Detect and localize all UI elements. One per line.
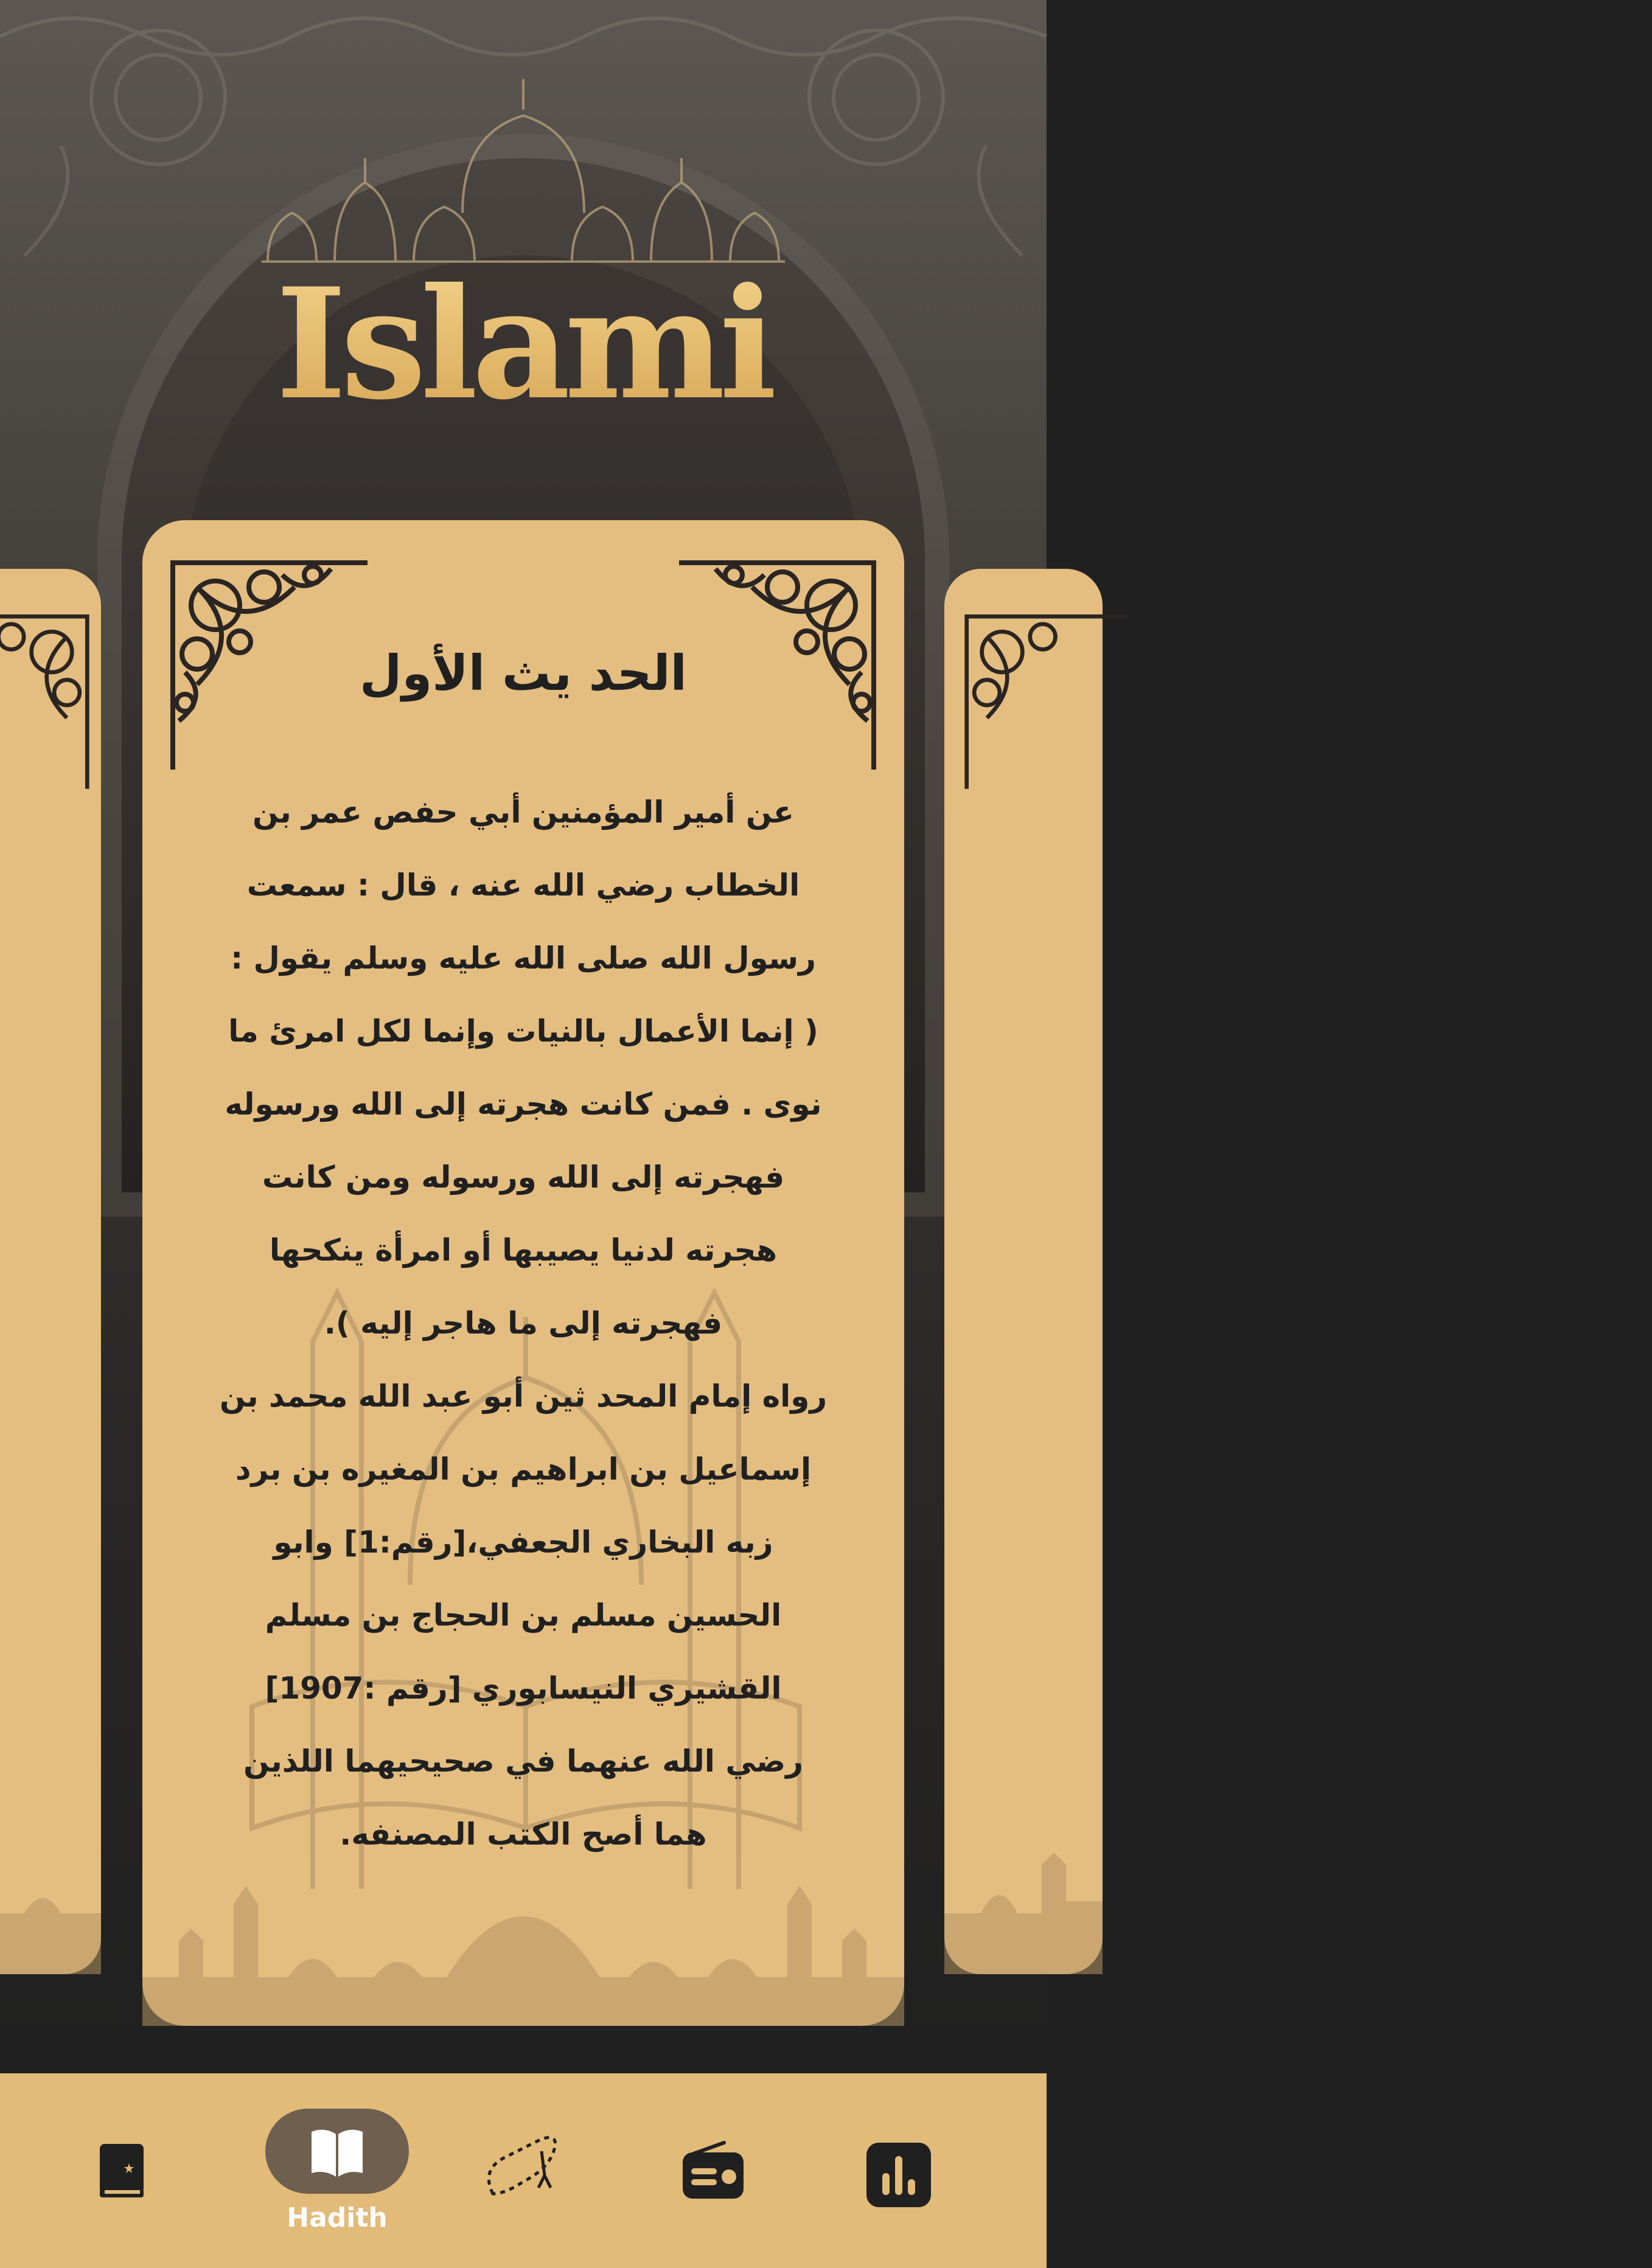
tasbeeh-beads-icon: [481, 2133, 566, 2206]
nav-item-quran[interactable]: [97, 2141, 146, 2200]
hadith-text: عن أمير المؤمنين أبي حفص عمر بن الخطاب رضي الله عنه ، قال : سمعت رسول الله صلى الله عليه وسلم يقول : ( إنما الأعمال بالنيات وإنما لكل امرئ ما نوى . فمن كانت هجرته إلى الله ورسوله فهجرته إلى الله ورسوله ومن كانت هجرته لدنيا يصيبها أو امرأة ينكحها فهجرته إلى ما هاجر إليه ). رواه إمام المحد ثين أبو عبد الله محمد بن إسماعيل بن ابراهيم بن المغيره بن برد زبه البخاري الجعفي،[رقم:1] وابو الحسين مسلم بن الحجاج بن مسلم القشيري النيسابوري [رقم :1907] رضي الله عنهما في صحيحيهما اللذين هما أصح الكتب المصنفه.: [219, 795, 828, 1852]
app-logo-text: Islami: [243, 268, 803, 420]
nav-label-hadith: Hadith: [287, 2202, 388, 2233]
next-hadith-text: بن عت ول : ئ ما سوله ت ها د بن برد لم 1] ين: [1290, 852, 1369, 1837]
corner-ornament: [0, 605, 97, 800]
nav-item-time[interactable]: [865, 2141, 932, 2208]
nav-item-radio[interactable]: [681, 2141, 745, 2200]
logo: [243, 67, 803, 433]
bar-chart-icon: [865, 2141, 932, 2208]
quran-book-icon: [97, 2141, 146, 2200]
nav-item-sebha[interactable]: [481, 2133, 566, 2206]
previous-hadith-text: [0, 833, 61, 1856]
open-book-icon: [307, 2121, 368, 2182]
hadith-title: الحد يث الأول: [360, 645, 687, 701]
radio-icon: [681, 2141, 745, 2200]
mosque-outline-icon: [243, 67, 803, 274]
corner-ornament: [957, 605, 1139, 800]
